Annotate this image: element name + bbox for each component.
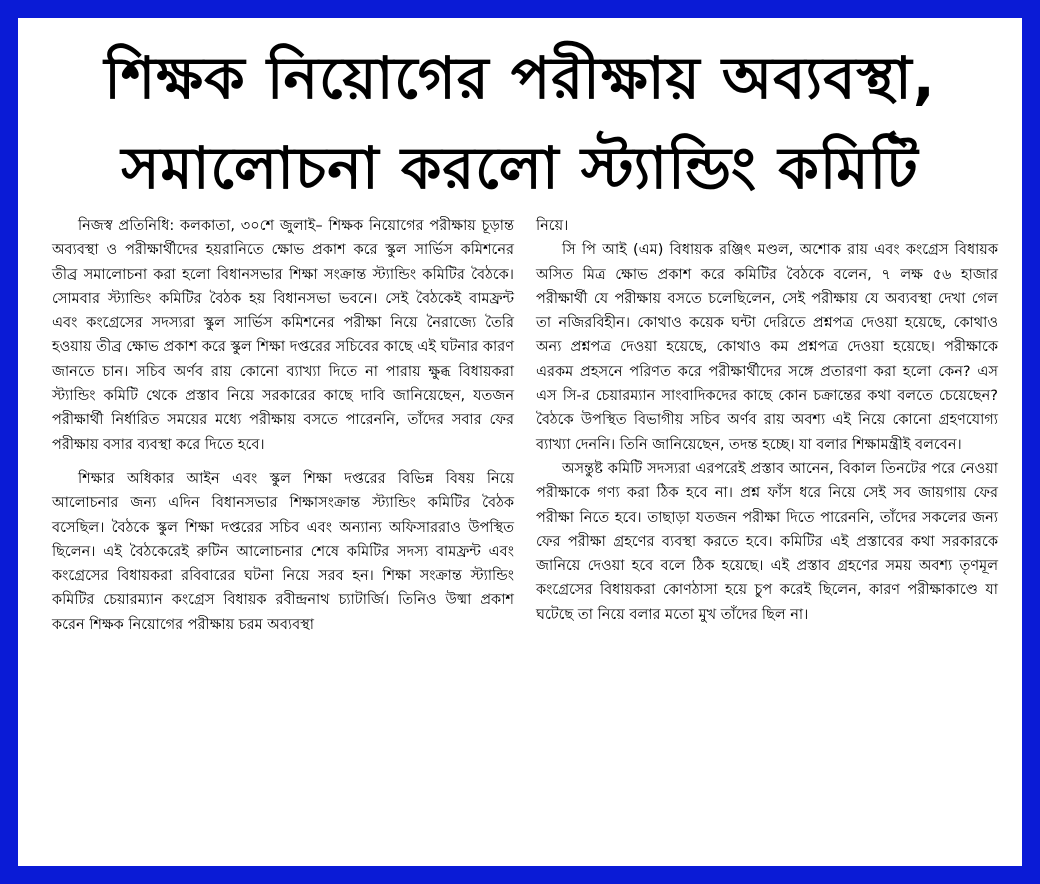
right-paragraph-0: নিয়ে। [536,218,569,234]
headline-line-2: সমালোচনা করলো স্ট্যান্ডিং কমিটি [121,134,919,202]
left-column [52,214,514,637]
right-column [536,214,998,627]
right-paragraph-1: সি পি আই (এম) বিধায়ক রঞ্জিৎ মণ্ডল, অশোক রায় এবং কংগ্রেস বিধায়ক অসিত মিত্র ক্ষোভ প্রকাশ করে কমিটির বৈঠকে বলেন, ৭ লক্ষ ৫৬ হাজার পরীক্ষার্থী যে পরীক্ষায় বসতে চলেছিলেন, সেই পরীক্ষায় যে অব্যবস্থা দেখা গেল তা নজিরবিহীন। কোথাও কয়েক ঘন্টা দেরিতে প্রশ্নপত্র দেওয়া হয়েছে, কোথাও অন্য প্রশ্নপত্র দেওয়া হয়েছে, কোথাও কম প্রশ্নপত্র দেওয়া হয়েছে। পরীক্ষাকে এরকম প্রহসনে পরিণত করে পরীক্ষার্থীদের সঙ্গে প্রতারণা করা হলো কেন? এস এস সি-র চেয়ারম্যান সাংবাদিকদের কাছে কোন চক্রান্তের কথা বলতে চেয়েছেন? বৈঠকে উপস্থিত বিভাগীয় সচিব অর্ণব রায় অবশ্য এই নিয়ে কোনো গ্রহণযোগ্য ব্যাখ্যা দেননি। তিনি জানিয়েছেন, তদন্ত হচ্ছে। যা বলার শিক্ষামন্ত্রীই বলবেন। [536,242,998,453]
left-paragraph-1: নিজস্ব প্রতিনিধি: কলকাতা, ৩০শে জুলাই– শিক্ষক নিয়োগের পরীক্ষায় চূড়ান্ত অব্যবস্থা ও পরীক্ষার্থীদের হয়রানিতে ক্ষোভ প্রকাশ করে স্কুল সার্ভিস কমিশনের তীব্র সমালোচনা করা হলো বিধানসভার শিক্ষা সংক্রান্ত স্ট্যান্ডিং কমিটির বৈঠকে। সোমবার স্ট্যান্ডিং কমিটির বৈঠক হয় বিধানসভা ভবনে। সেই বৈঠকেই বামফ্রন্ট এবং কংগ্রেসের সদস্যরা স্কুল সার্ভিস কমিশনের পরীক্ষা নিয়ে নৈরাজ্যে তৈরি হওয়ায় তীব্র ক্ষোভ প্রকাশ করে স্কুল শিক্ষা দপ্তরের সচিবের কাছে এই ঘটনার কারণ জানতে চান। সচিব অর্ণব রায় কোনো ব্যাখ্যা দিতে না পারায় ক্ষুব্ধ বিধায়করা স্ট্যান্ডিং কমিটি থেকে প্রস্তাব নিয়ে সরকারের কাছে দাবি জানিয়েছেন, যতজন পরীক্ষার্থী নির্ধারিত সময়ের মধ্যে পরীক্ষায় বসতে পারেননি, তাঁদের সবার ফের পরীক্ষায় বসার ব্যবস্থা করে দিতে হবে। [52,218,514,453]
left-paragraph-2: শিক্ষার অধিকার আইন এবং স্কুল শিক্ষা দপ্তরের বিভিন্ন বিষয় নিয়ে আলোচনার জন্য এদিন বিধানসভার শিক্ষাসংক্রান্ত স্ট্যান্ডিং কমিটির বৈঠক বসেছিল। বৈঠকে স্কুল শিক্ষা দপ্তরের সচিব এবং অন্যান্য অফিসাররাও উপস্থিত ছিলেন। এই বৈঠকেরেই রুটিন আলোচনার শেষে কমিটির সদস্য বামফ্রন্ট এবং কংগ্রেসের বিধায়করা রবিবারের ঘটনা নিয়ে সরব হন। শিক্ষা সংক্রান্ত স্ট্যান্ডিং কমিটির চেয়ারম্যান কংগ্রেস বিধায়ক রবীন্দ্রনাথ চ্যাটার্জি। তিনিও উষ্মা প্রকাশ করেন শিক্ষক নিয়োগের পরীক্ষায় চরম অব্যবস্থা [52,470,514,633]
headline-line-1: শিক্ষক নিয়োগের পরীক্ষায় অব্যবস্থা, [104,44,936,112]
newspaper-clipping [18,18,1022,866]
right-paragraph-2: অসন্তুষ্ট কমিটি সদস্যরা এরপরেই প্রস্তাব আনেন, বিকাল তিনটের পরে নেওয়া পরীক্ষাকে গণ্য করা ঠিক হবে না। প্রশ্ন ফাঁস ধরে নিয়ে সেই সব জায়গায় ফের পরীক্ষা নিতে হবে। তাছাড়া যতজন পরীক্ষা দিতে পারেননি, তাঁদের সকলের জন্য ফের পরীক্ষা গ্রহণের ব্যবস্থা করতে হবে। কমিটির এই প্রস্তাবের কথা সরকারকে জানিয়ে দেওয়া হবে বলে ঠিক হয়েছে। এই প্রস্তাব গ্রহণের সময় অবশ্য তৃণমূল কংগ্রেসের বিধায়করা কোণঠাসা হয়ে চুপ করেই ছিলেন, কারণ পরীক্ষাকাণ্ডে যা ঘটেছে তা নিয়ে বলার মতো মুখ তাঁদের ছিল না। [536,460,998,623]
